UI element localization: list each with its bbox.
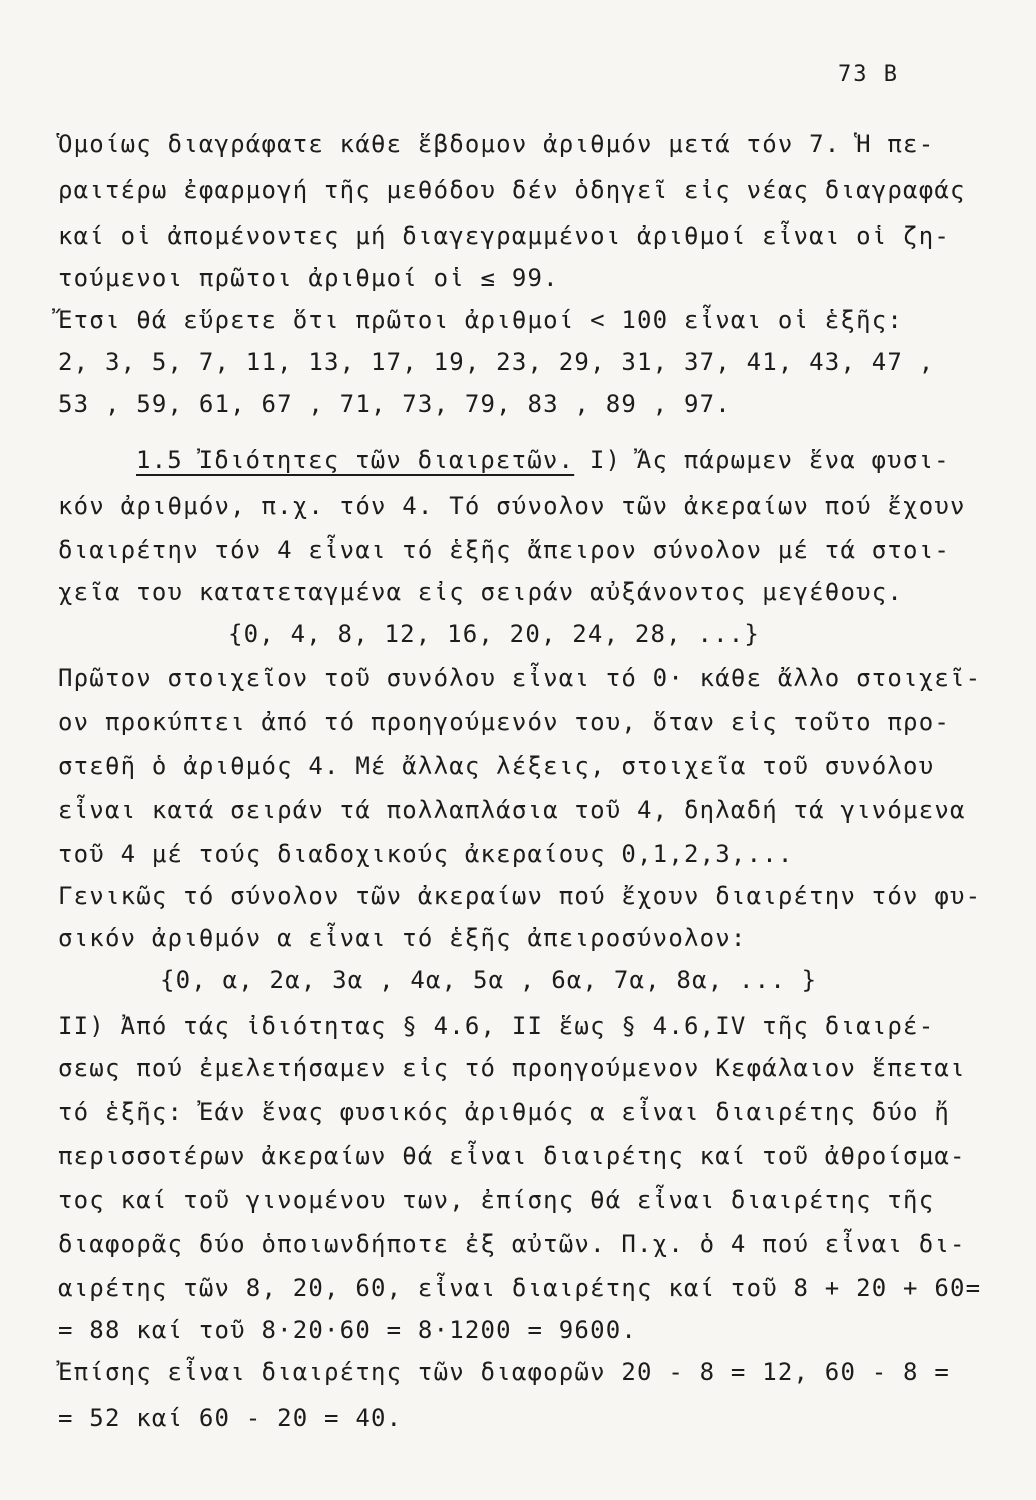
text-line-22: τό ἑξῆς: Ἐάν ἕνας φυσικός ἀριθμός α εἶναι διαιρέτης δύο ἤ (58, 1098, 951, 1126)
text-line-20: II) Ἀπό τάς ἰδιότητας § 4.6, II ἕως § 4.6,IV τῆς διαιρέ- (58, 1012, 935, 1040)
text-line-9: διαιρέτην τόν 4 εἶναι τό ἑξῆς ἄπειρον σύνολον μέ τά στοι- (58, 536, 951, 564)
text-line-1: Ὁμοίως διαγράφατε κάθε ἕβδομον ἀριθμόν μετά τόν 7. Ἡ πε- (58, 130, 935, 158)
section-heading-line (136, 446, 950, 474)
text-line-17: Γενικῶς τό σύνολον τῶν ἀκεραίων πού ἔχουν διαιρέτην τόν φυ- (58, 882, 982, 910)
text-line-2: ραιτέρω ἐφαρμογή τῆς μεθόδου δέν ὁδηγεῖ εἰς νέας διαγραφάς (58, 176, 966, 204)
text-line-12: Πρῶτον στοιχεῖον τοῦ συνόλου εἶναι τό 0· κάθε ἄλλο στοιχεῖ- (58, 664, 982, 692)
text-line-4: τούμενοι πρῶτοι ἀριθμοί οἱ ≤ 99. (58, 264, 559, 292)
text-line-28: Ἐπίσης εἶναι διαιρέτης τῶν διαφορῶν 20 - 8 = 12, 60 - 8 = (58, 1358, 951, 1386)
text-line-10: χεῖα του κατατεταγμένα εἰς σειράν αὐξάνοντος μεγέθους. (58, 578, 904, 606)
set-multiples-of-4: {0, 4, 8, 12, 16, 20, 24, 28, ...} (228, 620, 761, 648)
text-line-27: = 88 καί τοῦ 8·20·60 = 8·1200 = 9600. (58, 1316, 638, 1344)
text-line-29: = 52 καί 60 - 20 = 40. (58, 1404, 403, 1432)
set-multiples-of-a: {0, α, 2α, 3α , 4α, 5α , 6α, 7α, 8α, ... } (160, 966, 818, 994)
text-line-21: σεως πού ἐμελετήσαμεν εἰς τό προηγούμενον Κεφάλαιον ἕπεται (58, 1054, 966, 1082)
text-line-25: διαφορᾶς δύο ὁποιωνδήποτε ἐξ αὐτῶν. Π.χ. ὁ 4 πού εἶναι δι- (58, 1230, 966, 1258)
primes-list-line-1: 2, 3, 5, 7, 11, 13, 17, 19, 23, 29, 31, 37, 41, 43, 47 , (58, 348, 935, 376)
text-line-18: σικόν ἀριθμόν α εἶναι τό ἑξῆς ἀπειροσύνολον: (58, 924, 747, 952)
section-intro: I) Ἄς πάρωμεν ἕνα φυσι- (589, 446, 950, 474)
text-line-13: ον προκύπτει ἀπό τό προηγούμενόν του, ὅταν εἰς τοῦτο προ- (58, 708, 951, 736)
text-line-16: τοῦ 4 μέ τούς διαδοχικούς ἀκεραίους 0,1,2,3,... (58, 840, 794, 868)
text-line-5: Ἔτσι θά εὕρετε ὅτι πρῶτοι ἀριθμοί < 100 εἶναι οἱ ἑξῆς: (58, 306, 904, 334)
text-line-8: κόν ἀριθμόν, π.χ. τόν 4. Τό σύνολον τῶν ἀκεραίων πού ἔχουν (58, 492, 966, 520)
text-line-3: καί οἱ ἀπομένοντες μή διαγεγραμμένοι ἀριθμοί εἶναι οἱ ζη- (58, 222, 951, 250)
section-heading: 1.5 Ἰδιότητες τῶν διαιρετῶν. (136, 446, 575, 474)
text-line-24: τος καί τοῦ γινομένου των, ἐπίσης θά εἶναι διαιρέτης τῆς (58, 1186, 935, 1214)
primes-list-line-2: 53 , 59, 61, 67 , 71, 73, 79, 83 , 89 , 97. (58, 390, 731, 418)
text-line-14: στεθῆ ὁ ἀριθμός 4. Μέ ἄλλας λέξεις, στοιχεῖα τοῦ συνόλου (58, 752, 935, 780)
text-line-23: περισσοτέρων ἀκεραίων θά εἶναι διαιρέτης καί τοῦ ἀθροίσμα- (58, 1142, 966, 1170)
page-number: 73 B (838, 62, 899, 87)
text-line-15: εἶναι κατά σειράν τά πολλαπλάσια τοῦ 4, δηλαδή τά γινόμενα (58, 796, 966, 824)
text-line-26: αιρέτης τῶν 8, 20, 60, εἶναι διαιρέτης καί τοῦ 8 + 20 + 60= (58, 1274, 982, 1302)
